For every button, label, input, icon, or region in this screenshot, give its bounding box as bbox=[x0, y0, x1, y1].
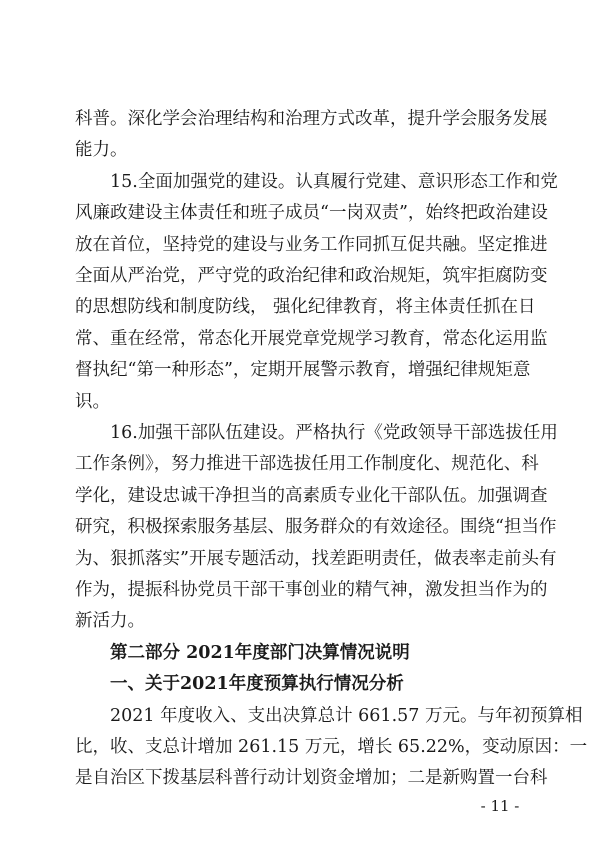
para15-line-7: 督执纪“第一种形态”，定期开展警示教育，增强纪律规矩意 bbox=[75, 360, 531, 380]
para15-line-2: 风廉政建设主体责任和班子成员“一岗双责”，始终把政治建设 bbox=[75, 203, 548, 223]
para16-line-6: 作为，提振科协党员干部干事创业的精气神，激发担当作为的 bbox=[75, 580, 548, 600]
para15-line-4: 全面从严治党，严守党的政治纪律和政治规矩，筑牢拒腐防变 bbox=[75, 266, 548, 286]
para15-line-8: 识。 bbox=[75, 392, 110, 412]
intro-line-2: 能力。 bbox=[75, 140, 128, 160]
page-number: - 11 - bbox=[480, 797, 520, 815]
para16-line-4: 研究，积极探索服务基层、服务群众的有效途径。围绕“担当作 bbox=[75, 517, 557, 537]
para16-line-5: 为、狠抓落实”开展专题活动，找差距明责任，做表率走前头有 bbox=[75, 549, 557, 569]
para15-line-3: 放在首位，坚持党的建设与业务工作同抓互促共融。坚定推进 bbox=[75, 235, 548, 255]
para16-line-3: 学化，建设忠诚干净担当的高素质专业化干部队伍。加强调查 bbox=[75, 486, 548, 506]
intro-line-1: 科普。深化学会治理结构和治理方式改革，提升学会服务发展 bbox=[75, 109, 548, 129]
budget-line-3: 是自治区下拨基层科普行动计划资金增加；二是新购置一台科 bbox=[75, 768, 548, 788]
budget-line-1: 2021 年度收入、支出决算总计 661.57 万元。与年初预算相 bbox=[110, 706, 583, 726]
para15-line-6: 常、重在经常，常态化开展党章党规学习教育，常态化运用监 bbox=[75, 329, 548, 349]
section-heading: 一、关于2021年度预算执行情况分析 bbox=[110, 674, 404, 694]
para15-line-5: 的思想防线和制度防线， 强化纪律教育，将主体责任抓在日 bbox=[75, 297, 536, 317]
para16-line-2: 工作条例》，努力推进干部选拔任用工作制度化、规范化、科 bbox=[75, 454, 539, 474]
budget-line-2: 比，收、支总计增加 261.15 万元，增长 65.22%，变动原因：一 bbox=[75, 737, 588, 757]
para16-line-1: 16.加强干部队伍建设。严格执行《党政领导干部选拔任用 bbox=[110, 423, 558, 443]
part-heading: 第二部分 2021年度部门决算情况说明 bbox=[110, 643, 410, 663]
para16-line-7: 新活力。 bbox=[75, 611, 145, 631]
para15-line-1: 15.全面加强党的建设。认真履行党建、意识形态工作和党 bbox=[110, 172, 558, 192]
